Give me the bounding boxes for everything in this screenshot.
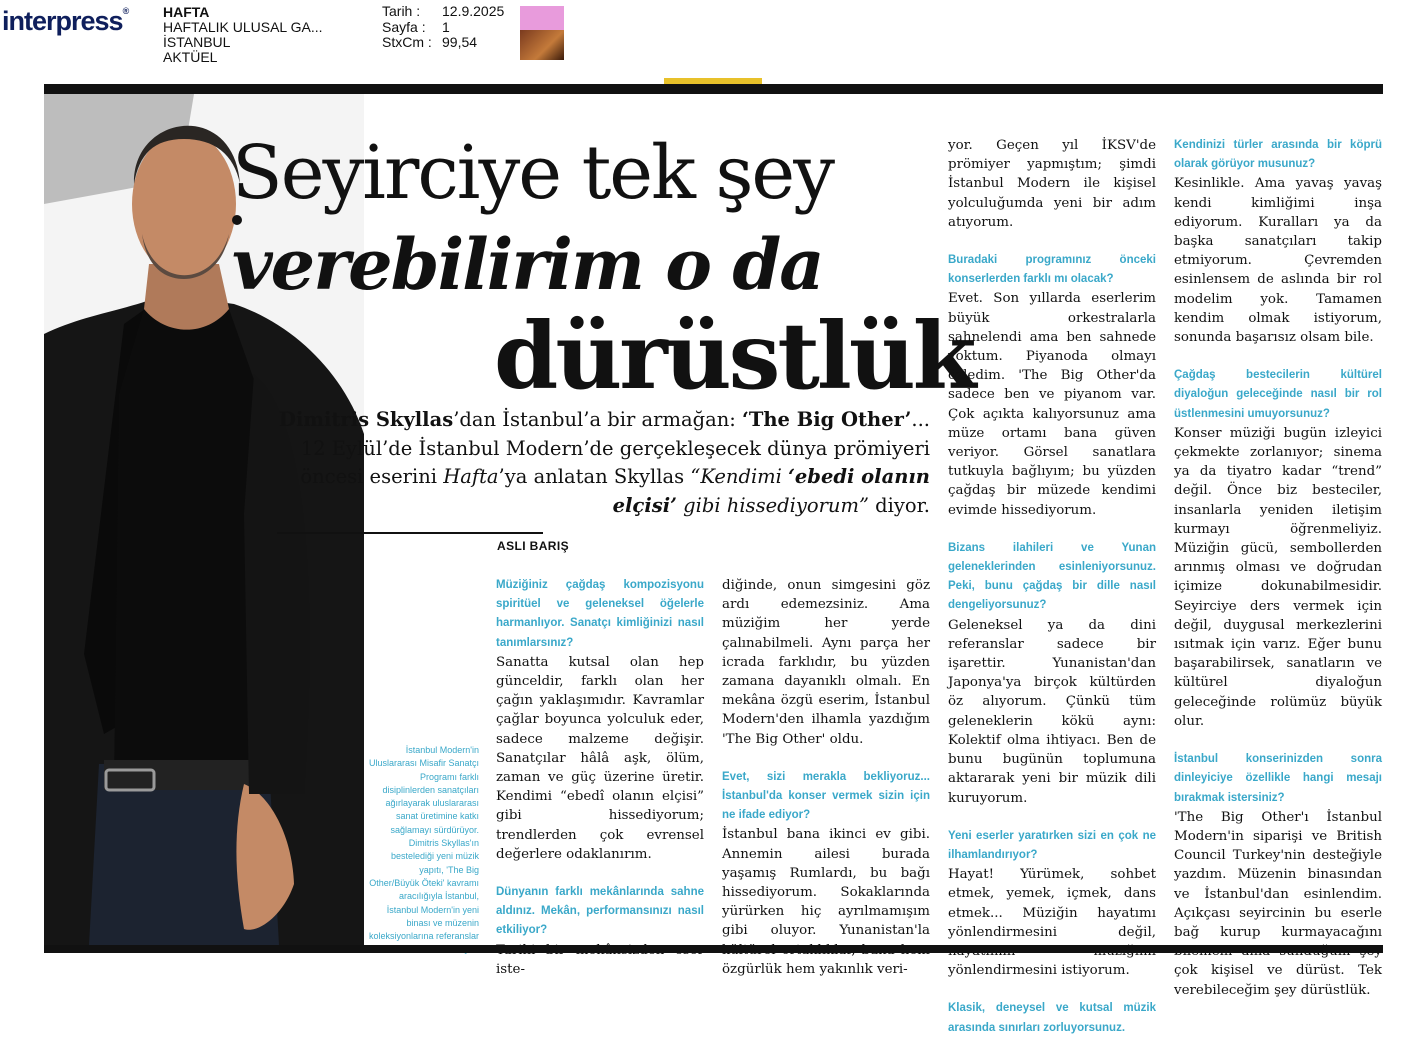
interview-answer: Sanatta kutsal olan hep günceldir, farklı olan her çağın yaklaşımıdır. Kavramlar çağlar boyunca yolculuk eder, sadece malzeme değişir. Sanatçılar hâlâ aşk, ölüm, zaman ve güç üzerine üretir. Kendimi “ebedî olanın elçisi” gibi hissediyorum; trendlerden çok evrensel değerlere odaklanırım. bbox=[496, 654, 704, 862]
magazine-name: Hafta bbox=[443, 465, 499, 488]
interview-question: Buradaki programınız önceki konserlerden farklı mı olacak? bbox=[948, 254, 1156, 286]
interview-answer: iste- bbox=[496, 961, 525, 977]
intro-rule bbox=[277, 532, 543, 534]
publication-type: HAFTALIK ULUSAL GA... bbox=[163, 19, 323, 35]
interview-answer: Evet. Son yıllarda eserlerim büyük orkestralarla sahnelendi ama ben sahnede yoktum. Piyanoda olmayı özledim. 'The Big Other'da sadece ben ve piyanom var. Çok açıkta kalıyorsunuz ama müze ortamı bana güven veriyor. Görsel sanatlara tutkuyla bağlıyım; bu yüzden çağdaş bir müzede kendimi evimde hissediyorum. bbox=[948, 291, 1156, 518]
interview-question: Klasik, deneysel ve kutsal müzik arasında sınırları zorluyorsunuz. bbox=[948, 1002, 1156, 1034]
quote-highlight: ‘ebedi olanın elçisi’ bbox=[612, 465, 930, 517]
headline-line-3: dürüstlük bbox=[494, 302, 974, 410]
publication-city: İSTANBUL bbox=[163, 34, 231, 50]
interpress-logo: interpress® bbox=[2, 6, 129, 36]
bottom-rule bbox=[44, 945, 1383, 953]
publication-info bbox=[163, 5, 323, 65]
interview-question: Bizans ilahileri ve Yunan geleneklerinden esinleniyorsunuz. Peki, bunu çağdaş bir dille nasıl dengeliyorsunuz? bbox=[948, 541, 1156, 612]
article-column-1 bbox=[496, 576, 704, 998]
interview-answer: 'The Big Other'ı İstanbul Modern'in siparişi ve British Council Turkey'nin desteğiyle yazdım. Müzenin binasından ve İstanbul'dan esinlendim. Açıkçası seyircinin bu eserle bağ kurup kurmayacağını çok kişisel ve dürüst. Tek verebileceğim şey dürüstlük. bbox=[1174, 809, 1382, 998]
interview-question: Evet, sizi merakla bekliyoruz... İstanbul'da konser vermek sizin için ne ifade ediyor? bbox=[722, 770, 930, 822]
intro-paragraph: Dimitris Skyllas’dan İstanbul’a bir armağan: ‘The Big Other’... 12 Eylül’de İstanbul Modern’de gerçekleşecek dünya prömiyeri öncesi eserini Hafta’ya anlatan Skyllas “Kendimi ‘ebedi olanın elçisi’ gibi hissediyorum” diyor. bbox=[279, 408, 930, 517]
page-thumbnail[interactable] bbox=[520, 6, 564, 60]
work-title: ‘The Big Other’ bbox=[742, 408, 912, 431]
publication-section: AKTÜEL bbox=[163, 49, 218, 65]
interview-question: Yeni eserler yaratırken sizi en çok ne ilhamlandırıyor? bbox=[948, 829, 1156, 861]
interview-answer: İstanbul bana ikinci ev gibi. Annemin ailesi burada yaşamış Rumlardı, bu bağı hissediyorum. Sokaklarında yürürken hiç ayrılmamışım gibi oluyor. Yunanistan'la özgürlük hem yakınlık veri- bbox=[722, 827, 930, 977]
meta-stxcm: StxCm : 99,54 bbox=[382, 34, 478, 50]
article-column-2 bbox=[722, 576, 930, 998]
article-column-3 bbox=[948, 136, 1156, 1038]
interview-answer: Konser müziği bugün izleyici çekmekte zorlanıyor; sinema ya da tiyatro kadar “trend” değil. Önce biz besteciler, insanlarla yeniden iletişim kurmayı öğrenmeliyiz. Müziğin gücü, sembollerden arınmış olması ve doğrudan içimize dokunabilmesidir. Seyirciye ders vermek için değil, duygusal merkezlerini ısıtmak için varız. Eğer bunu başarabilirsek, sanatların ve kültürel diyaloğun geleceğinde rolümüz büyük olur. bbox=[1174, 425, 1382, 729]
interview-question: Kendinizi türler arasında bir köprü olarak görüyor musunuz? bbox=[1174, 139, 1382, 171]
interview-answer: Geleneksel ya da dini referanslar sadece bir işarettir. Yunanistan'dan Japonya'ya birçok kültürden öz alıyorum. Çünkü tüm geleneklerin kökü aynı: Kolektif olma ihtiyacı. Ben de bunu bugünün toplumuna aktararak yeni bir müzik dili kuruyorum. bbox=[948, 617, 1156, 806]
interview-question: Çağdaş bestecilerin kültürel diyaloğun geleceğinde nasıl bir rol üstlenmesini umuyorsunuz? bbox=[1174, 369, 1382, 420]
clipping-header bbox=[0, 0, 1423, 70]
author-byline: ASLI BARIŞ bbox=[497, 539, 570, 553]
headline-line-2: verebilirim o da bbox=[232, 223, 823, 306]
headline-line-1: Seyirciye tek şey bbox=[232, 130, 834, 216]
clipping-meta bbox=[382, 4, 504, 51]
interview-answer: Kesinlikle. Ama yavaş yavaş kendi kimliğimi inşa ediyorum. Kuralları ya da başka sanatçıları takip etmiyorum. Çevremden esinlensem de aslında bir rol modelim yok. Tamamen kendim olmak istiyorum, sonunda başarısız olsam bile. bbox=[1174, 176, 1382, 346]
headline bbox=[232, 124, 974, 410]
interview-question: Dünyanın farklı mekânlarında sahne aldınız. Mekân, performansınızı nasıl etkiliyor? bbox=[496, 886, 704, 937]
top-rule bbox=[44, 84, 1383, 94]
interview-answer: diğinde, onun simgesini göz ardı edemezsiniz. Ama müziğim her yerde çalınabilmeli. Aynı parça her icrada farklıdır, bu yüzden zamana dayanıklı olmalı. En mekâna özgü eserim, İstanbul Modern'den ilhamla yazdığım 'The Big Other' oldu. bbox=[722, 578, 930, 747]
meta-date: Tarih : 12.9.2025 bbox=[382, 3, 505, 19]
publication-name: HAFTA bbox=[163, 4, 210, 20]
photo-caption: İstanbul Modern'in Uluslararası Misafir Sanatçı Programı farklı disiplinlerden sanatçıları ağırlayarak uluslararası sanat üretimine katkı sağlamayı sürdürüyor. Dimitris Skyllas'ın bestelediği yeni müzik yapıtı, 'The Big Other/Büyük Öteki' kavramı aracılığıyla İstanbul, İstanbul Modern'in yeni binası ve müzenin koleksiyonlarına referanslar bbox=[368, 745, 479, 942]
meta-page: Sayfa : 1 bbox=[382, 18, 450, 35]
interview-question: İstanbul konserinizden sonra dinleyiciye özellikle hangi mesajı bırakmak istersiniz? bbox=[1174, 753, 1382, 804]
interview-answer: yor. Geçen yıl İKSV'de prömiyer yapmıştım; şimdi İstanbul Modern ile kişisel yolculuğumda yeni bir adım atıyorum. bbox=[948, 138, 1156, 230]
interview-question: Müziğiniz çağdaş kompozisyonu spiritüel ve geleneksel öğelerle harmanlıyor. Sanatçı kimliğinizi nasıl tanımlarsınız? bbox=[496, 579, 704, 649]
article-column-4 bbox=[1174, 136, 1382, 1019]
artist-name: Dimitris Skyllas bbox=[279, 408, 454, 431]
interview-answer: Hayat! Yürümek, sohbet etmek, yemek, içmek, dans etmek... Müziğin hayatımı yönlendirmesini değil, yönlendirmesini istiyorum. bbox=[948, 867, 1156, 979]
